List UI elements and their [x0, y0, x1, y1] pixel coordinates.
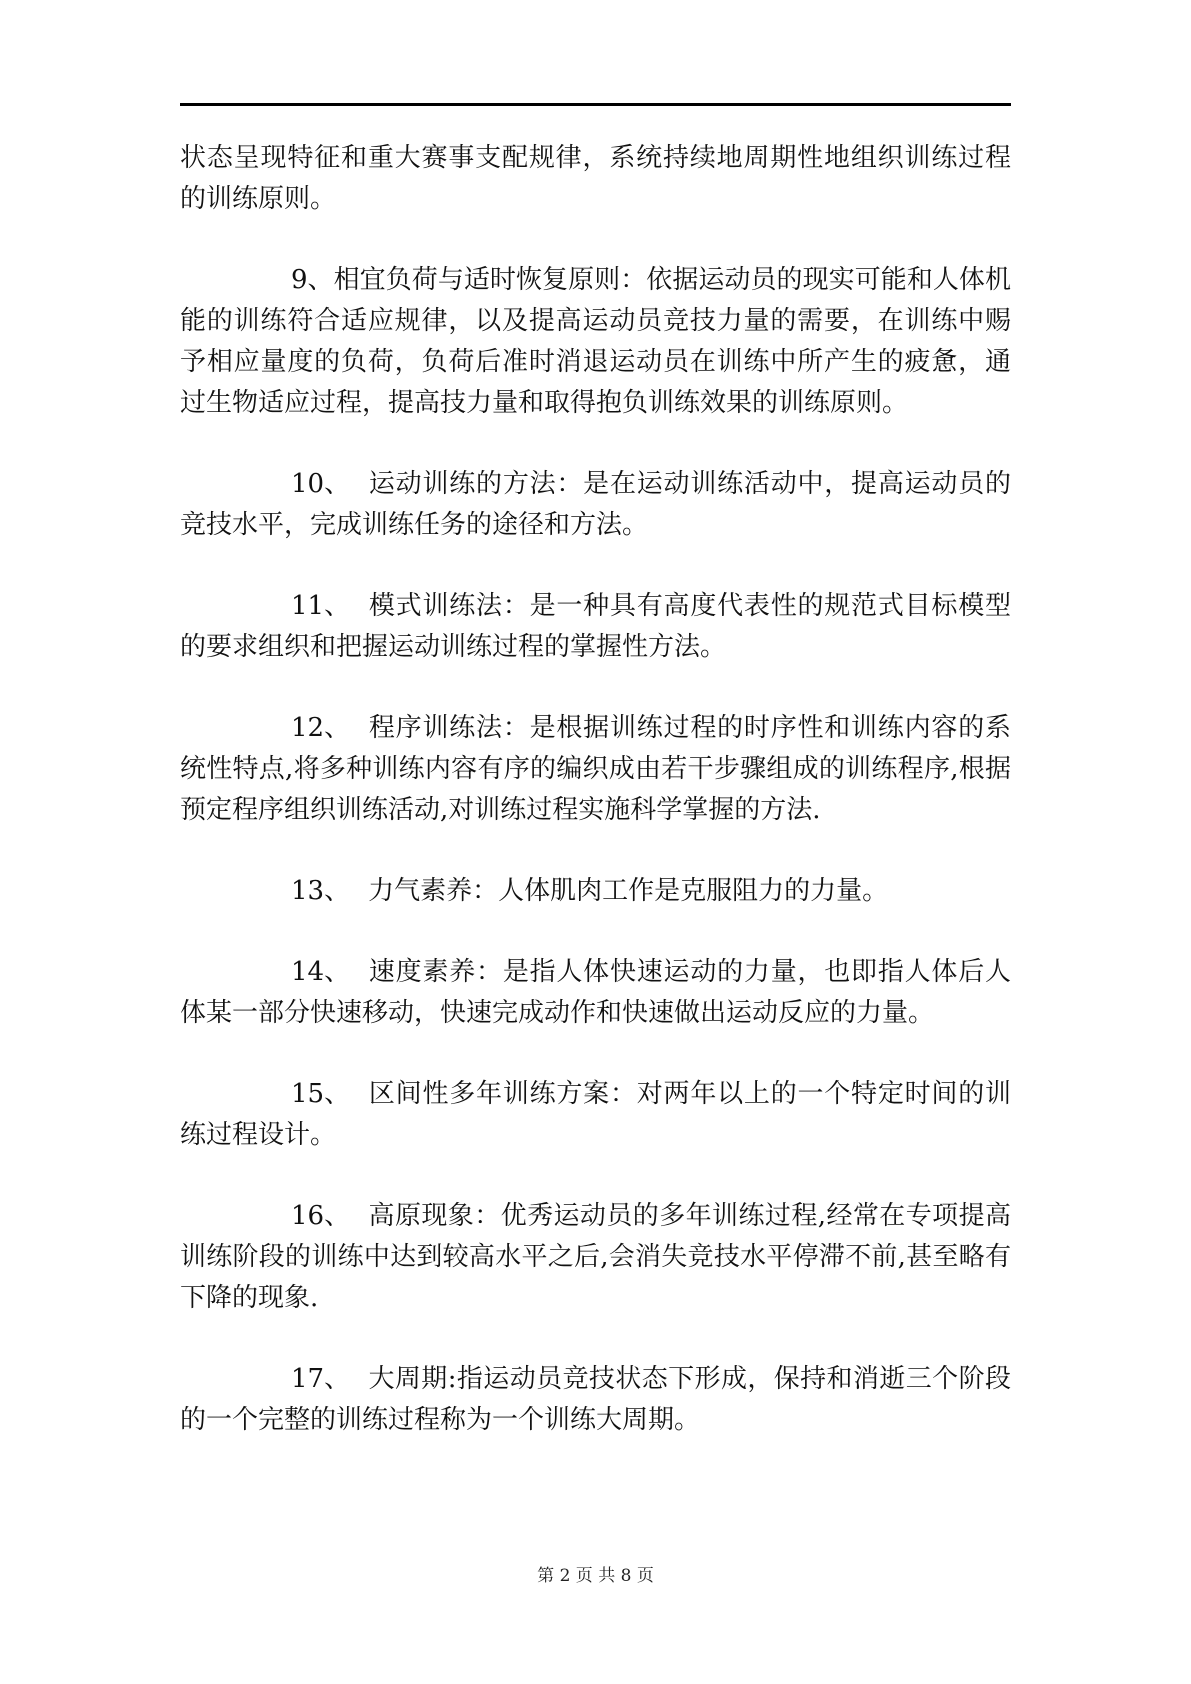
- item-text: 模式训练法：是一种具有高度代表性的规范式目标模型的要求组织和把握运动训练过程的掌握性方法。: [180, 591, 1011, 662]
- item-text: 区间性多年训练方案：对两年以上的一个特定时间的训练过程设计。: [180, 1079, 1011, 1150]
- list-item: [180, 1196, 1011, 1319]
- list-item: [180, 871, 1011, 912]
- list-item: [180, 1074, 1011, 1156]
- item-text: 运动训练的方法：是在运动训练活动中，提高运动员的竞技水平，完成训练任务的途径和方法。: [180, 469, 1011, 540]
- item-text: 大周期:指运动员竞技状态下形成，保持和消逝三个阶段的一个完整的训练过程称为一个训练大周期。: [180, 1364, 1011, 1435]
- item-number: 13、: [291, 876, 351, 906]
- item-number: 12、: [291, 713, 351, 743]
- item-text: 高原现象：优秀运动员的多年训练过程,经常在专项提高训练阶段的训练中达到较高水平之后,会消失竞技水平停滞不前,甚至略有下降的现象.: [180, 1201, 1011, 1313]
- item-number: 11、: [291, 591, 351, 621]
- item-text: 力气素养：人体肌肉工作是克服阻力的力量。: [368, 876, 889, 906]
- item-number: 10、: [291, 469, 351, 499]
- item-text: 相宜负荷与适时恢复原则：依据运动员的现实可能和人体机能的训练符合适应规律，以及提高运动员竞技力量的需要，在训练中赐予相应量度的负荷，负荷后准时消退运动员在训练中所产生的疲惫，通过生物适应过程，提高技力量和取得抱负训练效果的训练原则。: [180, 265, 1011, 418]
- page-footer: 第 2 页 共 8 页: [537, 1566, 654, 1586]
- item-text: 程序训练法：是根据训练过程的时序性和训练内容的系统性特点,将多种训练内容有序的编织成由若干步骤组成的训练程序,根据预定程序组织训练活动,对训练过程实施科学掌握的方法.: [180, 713, 1011, 825]
- list-item: [180, 1359, 1011, 1441]
- item-number: 16、: [291, 1201, 351, 1231]
- header-rule: [180, 103, 1011, 106]
- continuation-paragraph: 状态呈现特征和重大赛事支配规律，系统持续地周期性地组织训练过程的训练原则。: [180, 143, 1011, 214]
- list-item: [180, 952, 1011, 1034]
- item-number: 14、: [291, 957, 351, 987]
- list-item: [180, 464, 1011, 546]
- list-item: [180, 586, 1011, 668]
- item-text: 速度素养：是指人体快速运动的力量，也即指人体后人体某一部分快速移动，快速完成动作和快速做出运动反应的力量。: [180, 957, 1011, 1028]
- list-item: [180, 260, 1011, 424]
- document-body: [180, 138, 1011, 1481]
- item-number: 17、: [291, 1364, 351, 1394]
- item-number: 9、: [291, 265, 334, 295]
- item-number: 15、: [291, 1079, 351, 1109]
- list-item: [180, 708, 1011, 831]
